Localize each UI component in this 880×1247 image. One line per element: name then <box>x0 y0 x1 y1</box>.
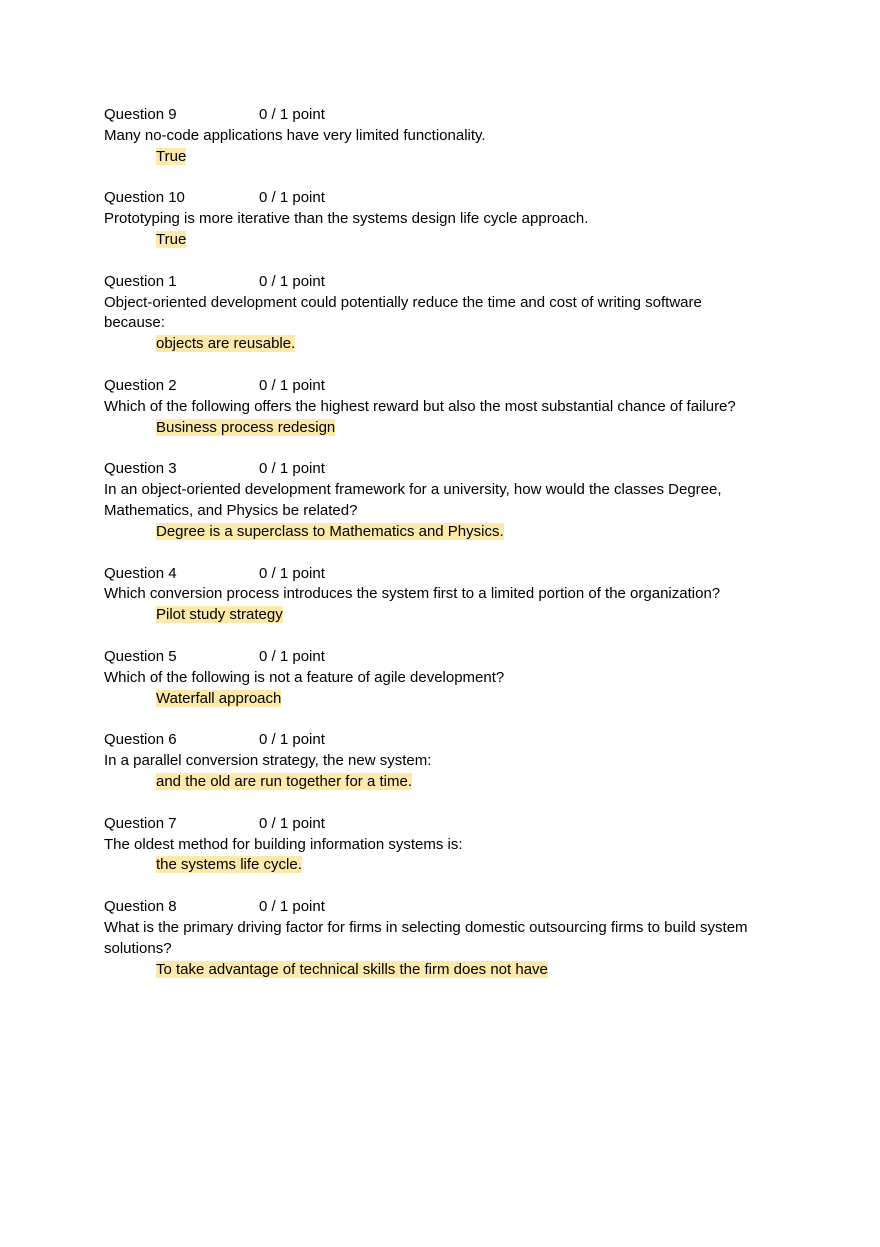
question-text: Many no-code applications have very limited functionality. <box>104 126 486 144</box>
question-block-7 <box>104 814 776 876</box>
question-score: 0 / 1 point <box>259 272 325 290</box>
question-text: In an object-oriented development framework for a university, how would the classes Degree, Mathematics, and Physics be related? <box>104 481 722 519</box>
question-label: Question 9 <box>104 106 177 123</box>
highlighted-answer: the systems life cycle. <box>156 856 302 874</box>
question-label: Question 10 <box>104 189 185 207</box>
question-block-6 <box>104 730 776 792</box>
question-text: The oldest method for building information systems is: <box>104 835 463 853</box>
question-score: 0 / 1 point <box>259 376 325 394</box>
answer-line <box>104 960 776 981</box>
highlighted-answer: and the old are run together for a time. <box>156 772 412 790</box>
answer-line <box>104 522 776 543</box>
question-header <box>104 376 776 397</box>
question-score: 0 / 1 point <box>259 106 325 123</box>
highlighted-answer: To take advantage of technical skills the firm does not have <box>156 960 548 978</box>
answer-line <box>104 418 776 439</box>
question-label: Question 3 <box>104 460 177 478</box>
question-block-10 <box>104 188 776 250</box>
question-header <box>104 105 776 126</box>
highlighted-answer: Pilot study strategy <box>156 606 283 624</box>
question-header <box>104 564 776 585</box>
question-score: 0 / 1 point <box>259 647 325 665</box>
highlighted-answer: Waterfall approach <box>156 689 282 707</box>
question-block-8 <box>104 897 776 980</box>
answer-line <box>104 147 776 168</box>
question-score: 0 / 1 point <box>259 731 325 749</box>
highlighted-answer: True <box>156 147 187 165</box>
question-block-2 <box>104 376 776 438</box>
question-text: Which conversion process introduces the system first to a limited portion of the organization? <box>104 585 721 603</box>
question-label: Question 8 <box>104 898 177 916</box>
answer-line <box>104 689 776 710</box>
question-label: Question 2 <box>104 376 177 394</box>
question-text: Prototyping is more iterative than the systems design life cycle approach. <box>104 210 589 228</box>
answer-line <box>104 855 776 876</box>
question-header <box>104 897 776 918</box>
question-score: 0 / 1 point <box>259 898 325 916</box>
question-text: What is the primary driving factor for firms in selecting domestic outsourcing firms to build system solutions? <box>104 918 748 957</box>
question-text: In a parallel conversion strategy, the new system: <box>104 752 432 770</box>
highlighted-answer: Business process redesign <box>156 418 336 436</box>
question-score: 0 / 1 point <box>259 189 325 207</box>
question-label: Question 6 <box>104 731 177 749</box>
question-label: Question 1 <box>104 272 177 290</box>
question-header <box>104 647 776 668</box>
answer-line <box>104 772 776 793</box>
question-block-3 <box>104 459 776 542</box>
highlighted-answer: Degree is a superclass to Mathematics and Physics. <box>156 522 504 540</box>
highlighted-answer: True <box>156 230 187 248</box>
question-block-4 <box>104 564 776 626</box>
highlighted-answer: objects are reusable. <box>156 335 296 353</box>
answer-line <box>104 334 776 355</box>
question-header <box>104 730 776 751</box>
question-block-5 <box>104 647 776 709</box>
question-label: Question 7 <box>104 814 177 832</box>
question-header <box>104 272 776 293</box>
question-score: 0 / 1 point <box>259 814 325 832</box>
answer-line <box>104 605 776 626</box>
question-score: 0 / 1 point <box>259 564 325 582</box>
question-text: Object-oriented development could potentially reduce the time and cost of writing software because: <box>104 293 702 332</box>
question-header <box>104 814 776 835</box>
question-header <box>104 188 776 209</box>
question-text: Which of the following is not a feature of agile development? <box>104 668 505 686</box>
question-score: 0 / 1 point <box>259 460 325 478</box>
answer-line <box>104 230 776 251</box>
question-block-9 <box>104 105 776 167</box>
question-label: Question 5 <box>104 647 177 665</box>
question-label: Question 4 <box>104 564 177 582</box>
question-text: Which of the following offers the highest reward but also the most substantial chance of failure? <box>104 397 736 415</box>
question-header <box>104 459 776 480</box>
question-block-1 <box>104 272 776 355</box>
